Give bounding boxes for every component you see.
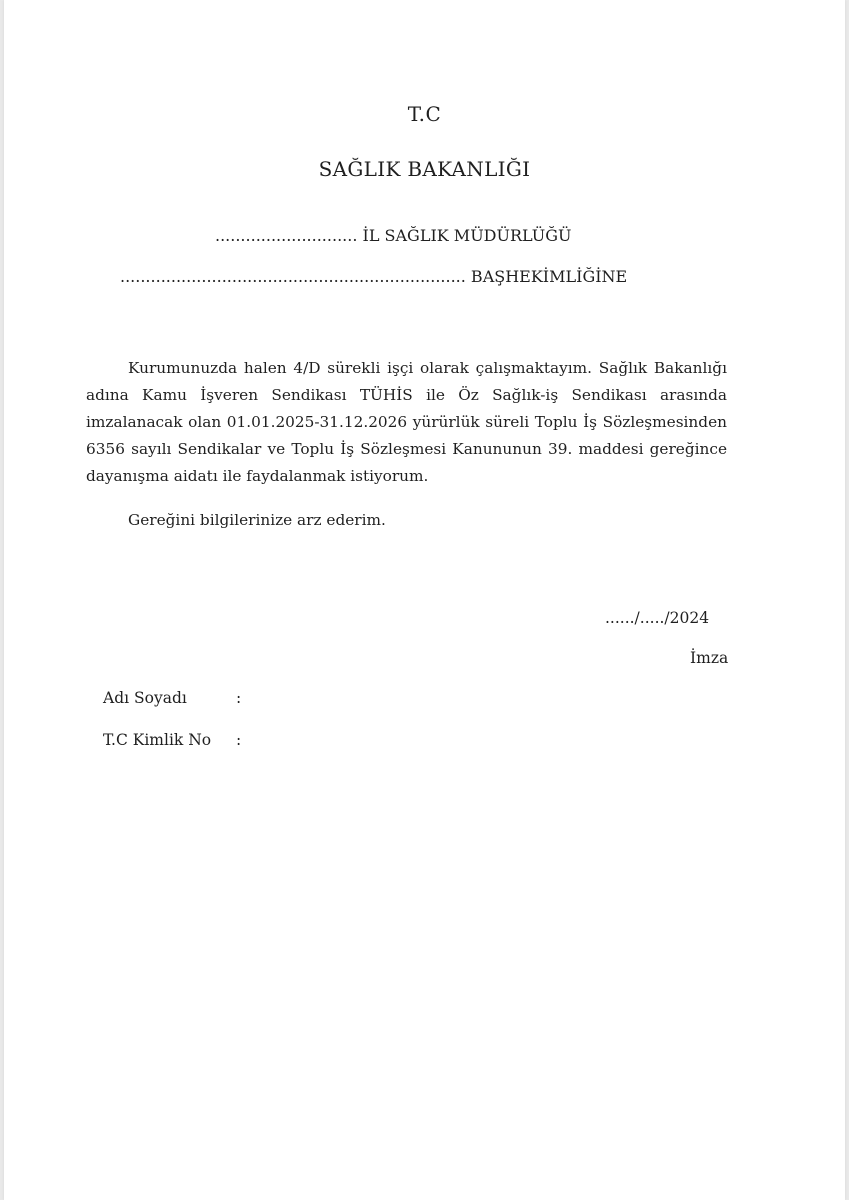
provincial-directorate-line: ............................ İL SAĞLIK MÜDÜRLÜĞÜ (215, 226, 572, 245)
name-surname-colon: : (236, 689, 242, 707)
tc-id-colon: : (236, 731, 242, 749)
chief-physician-line: .................................................................... BAŞHEKİMLİĞİNE (120, 267, 628, 286)
petition-paragraph: Kurumunuzda halen 4/D sürekli işçi olarak çalışmaktayım. Sağlık Bakanlığı adına Kamu İşveren Sendikası TÜHİS ile Öz Sağlık-iş Sendikası arasında imzalanacak olan 01.01.2025-31.12.2026 yürürlük süreli Toplu İş Sözleşmesinden 6356 sayılı Sendikalar ve Toplu İş Sözleşmesi Kanununun 39. maddesi gereğince dayanışma aidatı ile faydalanmak istiyorum. (86, 359, 727, 485)
name-surname-label: Adı Soyadı (103, 689, 187, 707)
closing-sentence: Gereğini bilgilerinize arz ederim. (128, 511, 386, 529)
signature-label: İmza (690, 649, 729, 667)
tc-id-label: T.C Kimlik No (103, 731, 212, 749)
header-ministry: SAĞLIK BAKANLIĞI (318, 157, 531, 181)
petition-page (4, 0, 845, 1200)
header-tc: T.C (407, 102, 442, 126)
date-line: ....../...../2024 (605, 609, 710, 627)
